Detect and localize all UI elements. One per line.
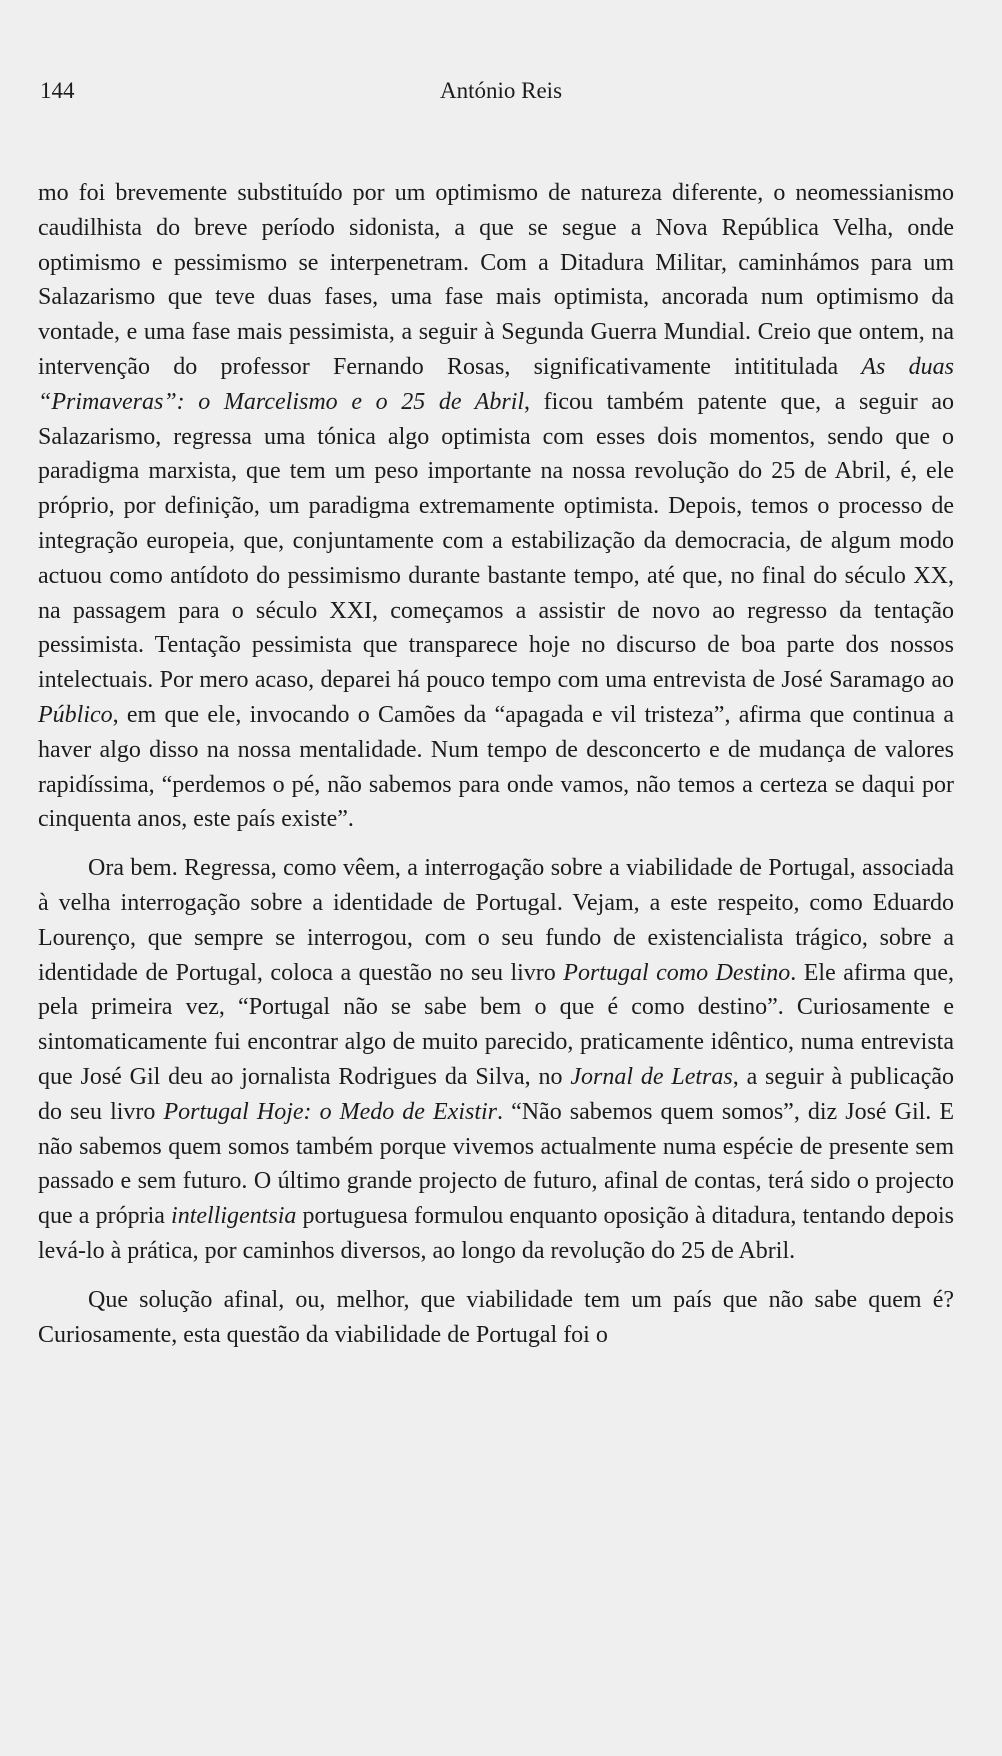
text-run: mo foi brevemente substituído por um optimismo de natureza diferente, o neomessianismo caudilhista do breve período sidonista, a que se segue a Nova República Velha, onde optimismo e pessimismo se interpenetram. Com a Ditadura Militar, caminhámos para um Salazarismo que teve duas fases, uma fase mais optimista, ancorada num optimismo da vontade, e uma fase mais pessimista, a seguir à Segunda Guerra Mundial. Creio que ontem, na intervenção do professor Fernando Rosas, significativamente intititulada [38, 180, 954, 380]
text-run: Que solução afinal, ou, melhor, que viabilidade tem um país que não sabe quem é? Curiosamente, esta questão da viabilidade de Portugal foi o [38, 1286, 954, 1348]
running-title: António Reis [439, 78, 563, 103]
text-run: . Ele afirma que, pela primeira vez, “Portugal não se sabe bem o que é como destino”. Curiosamente e sintomaticamente fui encontrar algo de muito parecido, praticamente idêntico, numa entrevista que José Gil deu ao jornalista Rodrigues da Silva, no [38, 959, 954, 1090]
italic-title-text: intelligentsia [171, 1203, 297, 1230]
paragraph-1 [38, 176, 954, 837]
running-head [40, 78, 962, 112]
text-run: , a seguir à publicação do seu livro [38, 1063, 954, 1125]
italic-title-text: Portugal Hoje: o Medo de Existir [163, 1098, 498, 1125]
text-run: Ora bem. Regressa, como vêem, a interrogação sobre a viabilidade de Portugal, associada à velha interrogação sobre a identidade de Portugal. Vejam, a este respeito, como Eduardo Lourenço, que sempre se interrogou, com o seu fundo de existencialista trágico, sobre a identidade de Portugal, coloca a questão no seu livro [38, 855, 954, 986]
italic-title-text: Público [38, 701, 113, 728]
text-run: , ficou também patente que, a seguir ao Salazarismo, regressa uma tónica algo optimista com esses dois momentos, sendo que o paradigma marxista, que tem um peso importante na nossa revolução do 25 de Abril, é, ele próprio, por definição, um paradigma extremamente optimista. Depois, temos o processo de integração europeia, que, conjuntamente com a estabilização da democracia, de algum modo actuou como antídoto do pessimismo durante bastante tempo, até que, no final do século XX, na passagem para o século XXI, começamos a assistir de novo ao regresso da tentação pessimista. Tentação pessimista que transparece hoje no discurso de boa parte dos nossos intelectuais. Por mero acaso, deparei há pouco tempo com uma entrevista de José Saramago ao [38, 388, 954, 694]
paragraph-2 [38, 851, 954, 1269]
text-run: , em que ele, invocando o Camões da “apagada e vil tristeza”, afirma que continua a haver algo disso na nossa mentalidade. Num tempo de desconcerto e de mudança de valores rapidíssima, “perdemos o pé, não sabemos para onde vamos, não temos a certeza se daqui por cinquenta anos, este país existe”. [38, 701, 954, 833]
italic-title-text: As duas “Primaveras”: o Marcelismo e o 25 de Abril [38, 353, 955, 415]
italic-title-text: Portugal como Destino [563, 959, 791, 986]
paragraph-3 [38, 1283, 954, 1353]
italic-title-text: Jornal de Letras [570, 1063, 733, 1090]
text-run: portuguesa formulou enquanto oposição à ditadura, tentando depois levá-lo à prática, por caminhos diversos, ao longo da revolução do 25 de Abril. [38, 1203, 955, 1264]
page-number: 144 [40, 78, 75, 103]
body-text [38, 176, 954, 1352]
text-run: . “Não sabemos quem somos”, diz José Gil. E não sabemos quem somos também porque vivemos actualmente numa espécie de presente sem passado e sem futuro. O último grande projecto de futuro, afinal de contas, terá sido o projecto que a própria [38, 1098, 955, 1230]
